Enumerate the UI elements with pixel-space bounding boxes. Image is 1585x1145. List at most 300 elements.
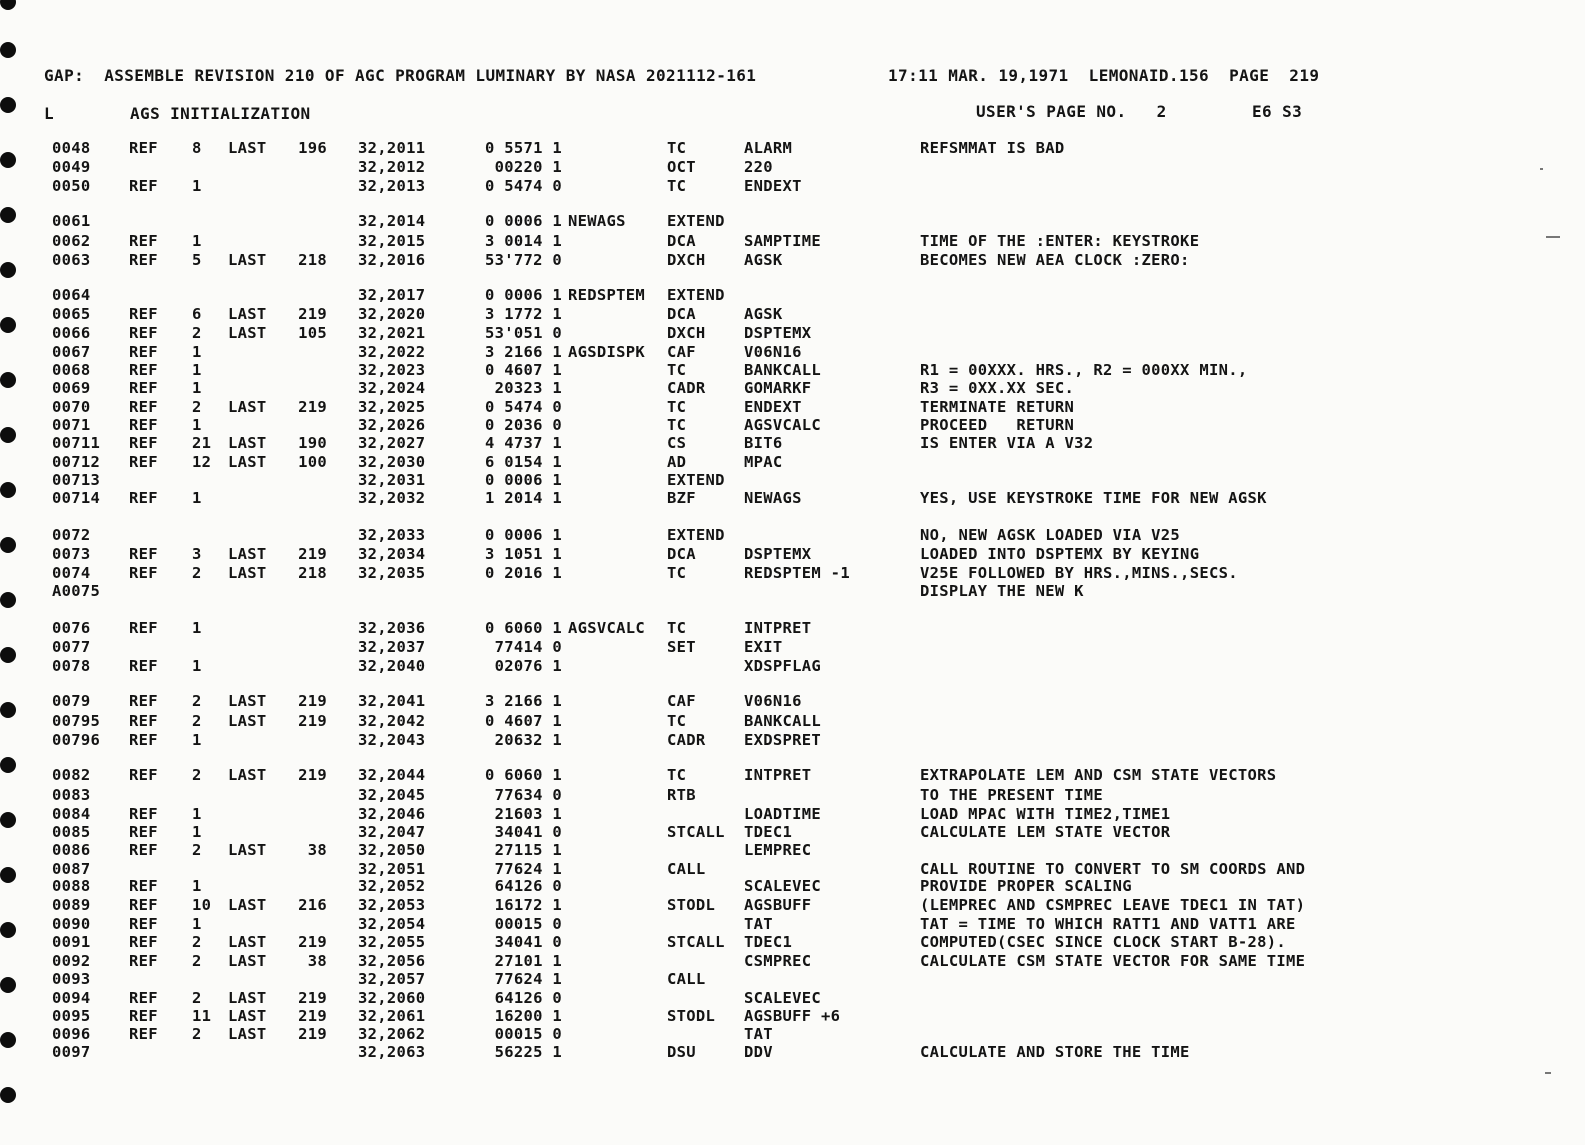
- ref-count: 1: [192, 877, 202, 895]
- line-number: 0094: [52, 989, 91, 1007]
- last-marker: LAST: [228, 305, 267, 323]
- operand: TAT: [744, 915, 773, 933]
- ref-marker: REF: [129, 877, 158, 895]
- object-code: 0 4607 1: [484, 361, 562, 379]
- comment: TO THE PRESENT TIME: [920, 786, 1104, 804]
- listing-line: [0, 638, 1585, 656]
- line-number: 0091: [52, 933, 91, 951]
- last-page: 219: [298, 1025, 327, 1043]
- operand: REDSPTEM -1: [744, 564, 850, 582]
- line-number: 00714: [52, 489, 101, 507]
- comment: BECOMES NEW AEA CLOCK :ZERO:: [920, 251, 1190, 269]
- listing-line: [0, 251, 1585, 269]
- line-number: 0087: [52, 860, 91, 878]
- listing-line: [0, 657, 1585, 675]
- ref-count: 1: [192, 379, 202, 397]
- listing-line: [0, 564, 1585, 582]
- last-page: 219: [298, 989, 327, 1007]
- opcode: TC: [667, 564, 687, 582]
- listing-line: [0, 434, 1585, 452]
- ref-count: 8: [192, 139, 202, 157]
- address: 32,2043: [358, 731, 426, 749]
- operand: MPAC: [744, 453, 783, 471]
- listing-line: [0, 970, 1585, 988]
- address: 32,2031: [358, 471, 426, 489]
- opcode: CADR: [667, 379, 706, 397]
- address: 32,2062: [358, 1025, 426, 1043]
- line-number: 0070: [52, 398, 91, 416]
- line-number: 0092: [52, 952, 91, 970]
- address: 32,2054: [358, 915, 426, 933]
- paper-speck: [1545, 1072, 1551, 1074]
- line-number: 0067: [52, 343, 91, 361]
- address: 32,2041: [358, 692, 426, 710]
- ref-count: 5: [192, 251, 202, 269]
- line-number: 00711: [52, 434, 101, 452]
- address: 32,2011: [358, 139, 426, 157]
- listing-line: [0, 805, 1585, 823]
- opcode: CALL: [667, 860, 706, 878]
- ref-marker: REF: [129, 434, 158, 452]
- listing-line: [0, 545, 1585, 563]
- ref-marker: REF: [129, 933, 158, 951]
- line-number: 0061: [52, 212, 91, 230]
- sprocket-hole: [0, 1087, 16, 1103]
- last-page: 219: [298, 933, 327, 951]
- object-code: 0 0006 1: [484, 212, 562, 230]
- object-code: 0 0006 1: [484, 526, 562, 544]
- comment: IS ENTER VIA A V32: [920, 434, 1094, 452]
- line-number: 0077: [52, 638, 91, 656]
- object-code: 77414 0: [494, 638, 562, 656]
- last-marker: LAST: [228, 989, 267, 1007]
- listing-line: [0, 841, 1585, 859]
- opcode: DSU: [667, 1043, 696, 1061]
- listing-line: [0, 823, 1585, 841]
- ref-marker: REF: [129, 1007, 158, 1025]
- ref-marker: REF: [129, 453, 158, 471]
- last-marker: LAST: [228, 1007, 267, 1025]
- symbol-label: REDSPTEM: [568, 286, 646, 304]
- object-code: 27101 1: [494, 952, 562, 970]
- address: 32,2023: [358, 361, 426, 379]
- address: 32,2027: [358, 434, 426, 452]
- last-page: 219: [298, 305, 327, 323]
- opcode: STODL: [667, 1007, 716, 1025]
- ref-marker: REF: [129, 416, 158, 434]
- operand: EXIT: [744, 638, 783, 656]
- last-page: 219: [298, 712, 327, 730]
- address: 32,2047: [358, 823, 426, 841]
- comment: (LEMPREC AND CSMPREC LEAVE TDEC1 IN TAT): [920, 896, 1306, 914]
- ref-marker: REF: [129, 305, 158, 323]
- opcode: TC: [667, 712, 687, 730]
- line-number: 0063: [52, 251, 91, 269]
- object-code: 34041 0: [494, 933, 562, 951]
- last-page: 38: [307, 952, 327, 970]
- object-code: 21603 1: [494, 805, 562, 823]
- comment: LOADED INTO DSPTEMX BY KEYING: [920, 545, 1200, 563]
- ref-count: 1: [192, 177, 202, 195]
- ref-marker: REF: [129, 232, 158, 250]
- symbol-label: NEWAGS: [568, 212, 626, 230]
- object-code: 64126 0: [494, 989, 562, 1007]
- object-code: 02076 1: [494, 657, 562, 675]
- listing-line: [0, 915, 1585, 933]
- object-code: 3 2166 1: [484, 692, 562, 710]
- line-number: 0090: [52, 915, 91, 933]
- ref-count: 1: [192, 343, 202, 361]
- opcode: CAF: [667, 692, 696, 710]
- operand: AGSBUFF: [744, 896, 812, 914]
- line-number: 0069: [52, 379, 91, 397]
- ref-count: 2: [192, 712, 202, 730]
- listing-line: [0, 212, 1585, 230]
- ref-marker: REF: [129, 915, 158, 933]
- comment: CALCULATE CSM STATE VECTOR FOR SAME TIME: [920, 952, 1306, 970]
- ref-count: 2: [192, 564, 202, 582]
- ref-marker: REF: [129, 545, 158, 563]
- ref-count: 1: [192, 232, 202, 250]
- last-page: 100: [298, 453, 327, 471]
- address: 32,2013: [358, 177, 426, 195]
- listing-line: [0, 896, 1585, 914]
- address: 32,2055: [358, 933, 426, 951]
- listing-line: [0, 453, 1585, 471]
- ref-marker: REF: [129, 343, 158, 361]
- operand: LEMPREC: [744, 841, 812, 859]
- opcode: STODL: [667, 896, 716, 914]
- line-number: 0050: [52, 177, 91, 195]
- operand: LOADTIME: [744, 805, 822, 823]
- address: 32,2015: [358, 232, 426, 250]
- comment: CALL ROUTINE TO CONVERT TO SM COORDS AND: [920, 860, 1306, 878]
- last-marker: LAST: [228, 324, 267, 342]
- ref-marker: REF: [129, 398, 158, 416]
- comment: COMPUTED(CSEC SINCE CLOCK START B-28).: [920, 933, 1287, 951]
- opcode: TC: [667, 619, 687, 637]
- address: 32,2046: [358, 805, 426, 823]
- ref-count: 1: [192, 619, 202, 637]
- object-code: 1 2014 1: [484, 489, 562, 507]
- ref-marker: REF: [129, 489, 158, 507]
- operand: EXDSPRET: [744, 731, 822, 749]
- last-page: 38: [307, 841, 327, 859]
- listing-line: [0, 177, 1585, 195]
- last-marker: LAST: [228, 453, 267, 471]
- opcode: TC: [667, 766, 687, 784]
- ref-count: 1: [192, 823, 202, 841]
- line-number: 0073: [52, 545, 91, 563]
- object-code: 0 6060 1: [484, 619, 562, 637]
- listing-line: [0, 1043, 1585, 1061]
- line-number: 0097: [52, 1043, 91, 1061]
- opcode: EXTEND: [667, 212, 725, 230]
- listing-line: [0, 1025, 1585, 1043]
- address: 32,2026: [358, 416, 426, 434]
- operand: 220: [744, 158, 773, 176]
- opcode: CS: [667, 434, 687, 452]
- ref-marker: REF: [129, 712, 158, 730]
- address: 32,2017: [358, 286, 426, 304]
- object-code: 77634 0: [494, 786, 562, 804]
- object-code: 77624 1: [494, 970, 562, 988]
- object-code: 27115 1: [494, 841, 562, 859]
- line-number: 0072: [52, 526, 91, 544]
- ref-count: 2: [192, 766, 202, 784]
- last-marker: LAST: [228, 952, 267, 970]
- comment: TAT = TIME TO WHICH RATT1 AND VATT1 ARE: [920, 915, 1296, 933]
- operand: SCALEVEC: [744, 877, 822, 895]
- object-code: 64126 0: [494, 877, 562, 895]
- ref-count: 2: [192, 989, 202, 1007]
- last-marker: LAST: [228, 933, 267, 951]
- object-code: 3 1051 1: [484, 545, 562, 563]
- comment: V25E FOLLOWED BY HRS.,MINS.,SECS.: [920, 564, 1238, 582]
- ref-marker: REF: [129, 564, 158, 582]
- last-page: 219: [298, 1007, 327, 1025]
- opcode: TC: [667, 416, 687, 434]
- ref-marker: REF: [129, 823, 158, 841]
- listing-line: [0, 712, 1585, 730]
- operand: AGSK: [744, 251, 783, 269]
- operand: BANKCALL: [744, 361, 822, 379]
- ref-marker: REF: [129, 1025, 158, 1043]
- last-marker: LAST: [228, 251, 267, 269]
- operand: ALARM: [744, 139, 793, 157]
- address: 32,2042: [358, 712, 426, 730]
- ref-marker: REF: [129, 766, 158, 784]
- address: 32,2040: [358, 657, 426, 675]
- opcode: TC: [667, 139, 687, 157]
- line-number: 00713: [52, 471, 101, 489]
- address: 32,2025: [358, 398, 426, 416]
- opcode: DXCH: [667, 324, 706, 342]
- object-code: 0 2036 0: [484, 416, 562, 434]
- line-number: 0074: [52, 564, 91, 582]
- operand: SAMPTIME: [744, 232, 822, 250]
- line-number: 0093: [52, 970, 91, 988]
- ref-marker: REF: [129, 952, 158, 970]
- ref-marker: REF: [129, 805, 158, 823]
- ref-marker: REF: [129, 841, 158, 859]
- last-page: 219: [298, 545, 327, 563]
- object-code: 20632 1: [494, 731, 562, 749]
- operand: INTPRET: [744, 766, 812, 784]
- opcode: EXTEND: [667, 286, 725, 304]
- last-page: 219: [298, 766, 327, 784]
- sprocket-hole: [0, 0, 16, 10]
- listing-line: [0, 139, 1585, 157]
- comment: NO, NEW AGSK LOADED VIA V25: [920, 526, 1181, 544]
- symbol-label: AGSVCALC: [568, 619, 646, 637]
- address: 32,2033: [358, 526, 426, 544]
- opcode: EXTEND: [667, 526, 725, 544]
- listing-line: [0, 766, 1585, 784]
- line-number: 0048: [52, 139, 91, 157]
- operand: NEWAGS: [744, 489, 802, 507]
- user-page-number: USER'S PAGE NO. 2: [976, 102, 1167, 121]
- listing-line: [0, 786, 1585, 804]
- listing-line: [0, 232, 1585, 250]
- last-page: 105: [298, 324, 327, 342]
- listing-line: [0, 989, 1585, 1007]
- listing-line: [0, 471, 1585, 489]
- opcode: CALL: [667, 970, 706, 988]
- object-code: 6 0154 1: [484, 453, 562, 471]
- last-marker: LAST: [228, 139, 267, 157]
- last-page: 218: [298, 564, 327, 582]
- address: 32,2035: [358, 564, 426, 582]
- comment: TIME OF THE :ENTER: KEYSTROKE: [920, 232, 1200, 250]
- listing-line: [0, 158, 1585, 176]
- ref-marker: REF: [129, 251, 158, 269]
- address: 32,2056: [358, 952, 426, 970]
- object-code: 34041 0: [494, 823, 562, 841]
- object-code: 20323 1: [494, 379, 562, 397]
- line-number: 0086: [52, 841, 91, 859]
- ref-count: 11: [192, 1007, 212, 1025]
- last-marker: LAST: [228, 692, 267, 710]
- line-number: 0078: [52, 657, 91, 675]
- listing-line: [0, 489, 1585, 507]
- object-code: 00015 0: [494, 915, 562, 933]
- listing-line: [0, 324, 1585, 342]
- listing-line: [0, 582, 1585, 600]
- opcode: OCT: [667, 158, 696, 176]
- listing-line: [0, 526, 1585, 544]
- address: 32,2024: [358, 379, 426, 397]
- listing-line: [0, 379, 1585, 397]
- address: 32,2016: [358, 251, 426, 269]
- section-letter: L: [44, 104, 55, 123]
- line-number: 0049: [52, 158, 91, 176]
- object-code: 3 0014 1: [484, 232, 562, 250]
- operand: V06N16: [744, 343, 802, 361]
- comment: CALCULATE LEM STATE VECTOR: [920, 823, 1171, 841]
- object-code: 0 5474 0: [484, 177, 562, 195]
- ref-marker: REF: [129, 177, 158, 195]
- ref-count: 2: [192, 933, 202, 951]
- address: 32,2032: [358, 489, 426, 507]
- listing-line: [0, 933, 1585, 951]
- ref-count: 1: [192, 915, 202, 933]
- operand: CSMPREC: [744, 952, 812, 970]
- opcode: CAF: [667, 343, 696, 361]
- listing-line: [0, 343, 1585, 361]
- ref-count: 1: [192, 489, 202, 507]
- listing-line: [0, 860, 1585, 878]
- object-code: 53'772 0: [484, 251, 562, 269]
- opcode: STCALL: [667, 933, 725, 951]
- last-page: 218: [298, 251, 327, 269]
- address: 32,2050: [358, 841, 426, 859]
- operand: ENDEXT: [744, 398, 802, 416]
- address: 32,2014: [358, 212, 426, 230]
- ref-count: 2: [192, 324, 202, 342]
- operand: SCALEVEC: [744, 989, 822, 1007]
- comment: LOAD MPAC WITH TIME2,TIME1: [920, 805, 1171, 823]
- last-marker: LAST: [228, 712, 267, 730]
- last-page: 219: [298, 398, 327, 416]
- address: 32,2060: [358, 989, 426, 1007]
- opcode: STCALL: [667, 823, 725, 841]
- operand: V06N16: [744, 692, 802, 710]
- ref-marker: REF: [129, 619, 158, 637]
- opcode: DCA: [667, 545, 696, 563]
- last-page: 216: [298, 896, 327, 914]
- listing-line: [0, 692, 1585, 710]
- object-code: 77624 1: [494, 860, 562, 878]
- last-marker: LAST: [228, 564, 267, 582]
- address: 32,2021: [358, 324, 426, 342]
- address: 32,2052: [358, 877, 426, 895]
- comment: CALCULATE AND STORE THE TIME: [920, 1043, 1190, 1061]
- opcode: BZF: [667, 489, 696, 507]
- listing-line: [0, 731, 1585, 749]
- line-number: 0071: [52, 416, 91, 434]
- operand: BANKCALL: [744, 712, 822, 730]
- address: 32,2022: [358, 343, 426, 361]
- line-number: 00712: [52, 453, 101, 471]
- listing-line: [0, 1007, 1585, 1025]
- sprocket-hole: [0, 42, 16, 58]
- address: 32,2030: [358, 453, 426, 471]
- last-marker: LAST: [228, 896, 267, 914]
- object-code: 0 5571 1: [484, 139, 562, 157]
- operand: DSPTEMX: [744, 545, 812, 563]
- line-number: 0064: [52, 286, 91, 304]
- opcode: SET: [667, 638, 696, 656]
- listing-line: [0, 952, 1585, 970]
- operand: GOMARKF: [744, 379, 812, 397]
- address: 32,2037: [358, 638, 426, 656]
- object-code: 53'051 0: [484, 324, 562, 342]
- ref-marker: REF: [129, 361, 158, 379]
- line-number: 00796: [52, 731, 101, 749]
- opcode: TC: [667, 177, 687, 195]
- last-marker: LAST: [228, 398, 267, 416]
- line-number: 0083: [52, 786, 91, 804]
- ref-count: 3: [192, 545, 202, 563]
- operand: AGSK: [744, 305, 783, 323]
- address: 32,2061: [358, 1007, 426, 1025]
- operand: TDEC1: [744, 933, 793, 951]
- line-number: A0075: [52, 582, 101, 600]
- ref-count: 10: [192, 896, 212, 914]
- comment: PROVIDE PROPER SCALING: [920, 877, 1132, 895]
- ref-count: 2: [192, 1025, 202, 1043]
- ref-count: 1: [192, 731, 202, 749]
- line-number: 0085: [52, 823, 91, 841]
- line-number: 0076: [52, 619, 91, 637]
- opcode: DCA: [667, 305, 696, 323]
- ref-marker: REF: [129, 989, 158, 1007]
- operand: DSPTEMX: [744, 324, 812, 342]
- ref-count: 6: [192, 305, 202, 323]
- line-number: 0096: [52, 1025, 91, 1043]
- listing-line: [0, 286, 1585, 304]
- comment: PROCEED RETURN: [920, 416, 1075, 434]
- ref-count: 1: [192, 657, 202, 675]
- listing-line: [0, 361, 1585, 379]
- line-number: 0079: [52, 692, 91, 710]
- object-code: 0 2016 1: [484, 564, 562, 582]
- operand: INTPRET: [744, 619, 812, 637]
- object-code: 00220 1: [494, 158, 562, 176]
- object-code: 0 0006 1: [484, 286, 562, 304]
- ref-marker: REF: [129, 139, 158, 157]
